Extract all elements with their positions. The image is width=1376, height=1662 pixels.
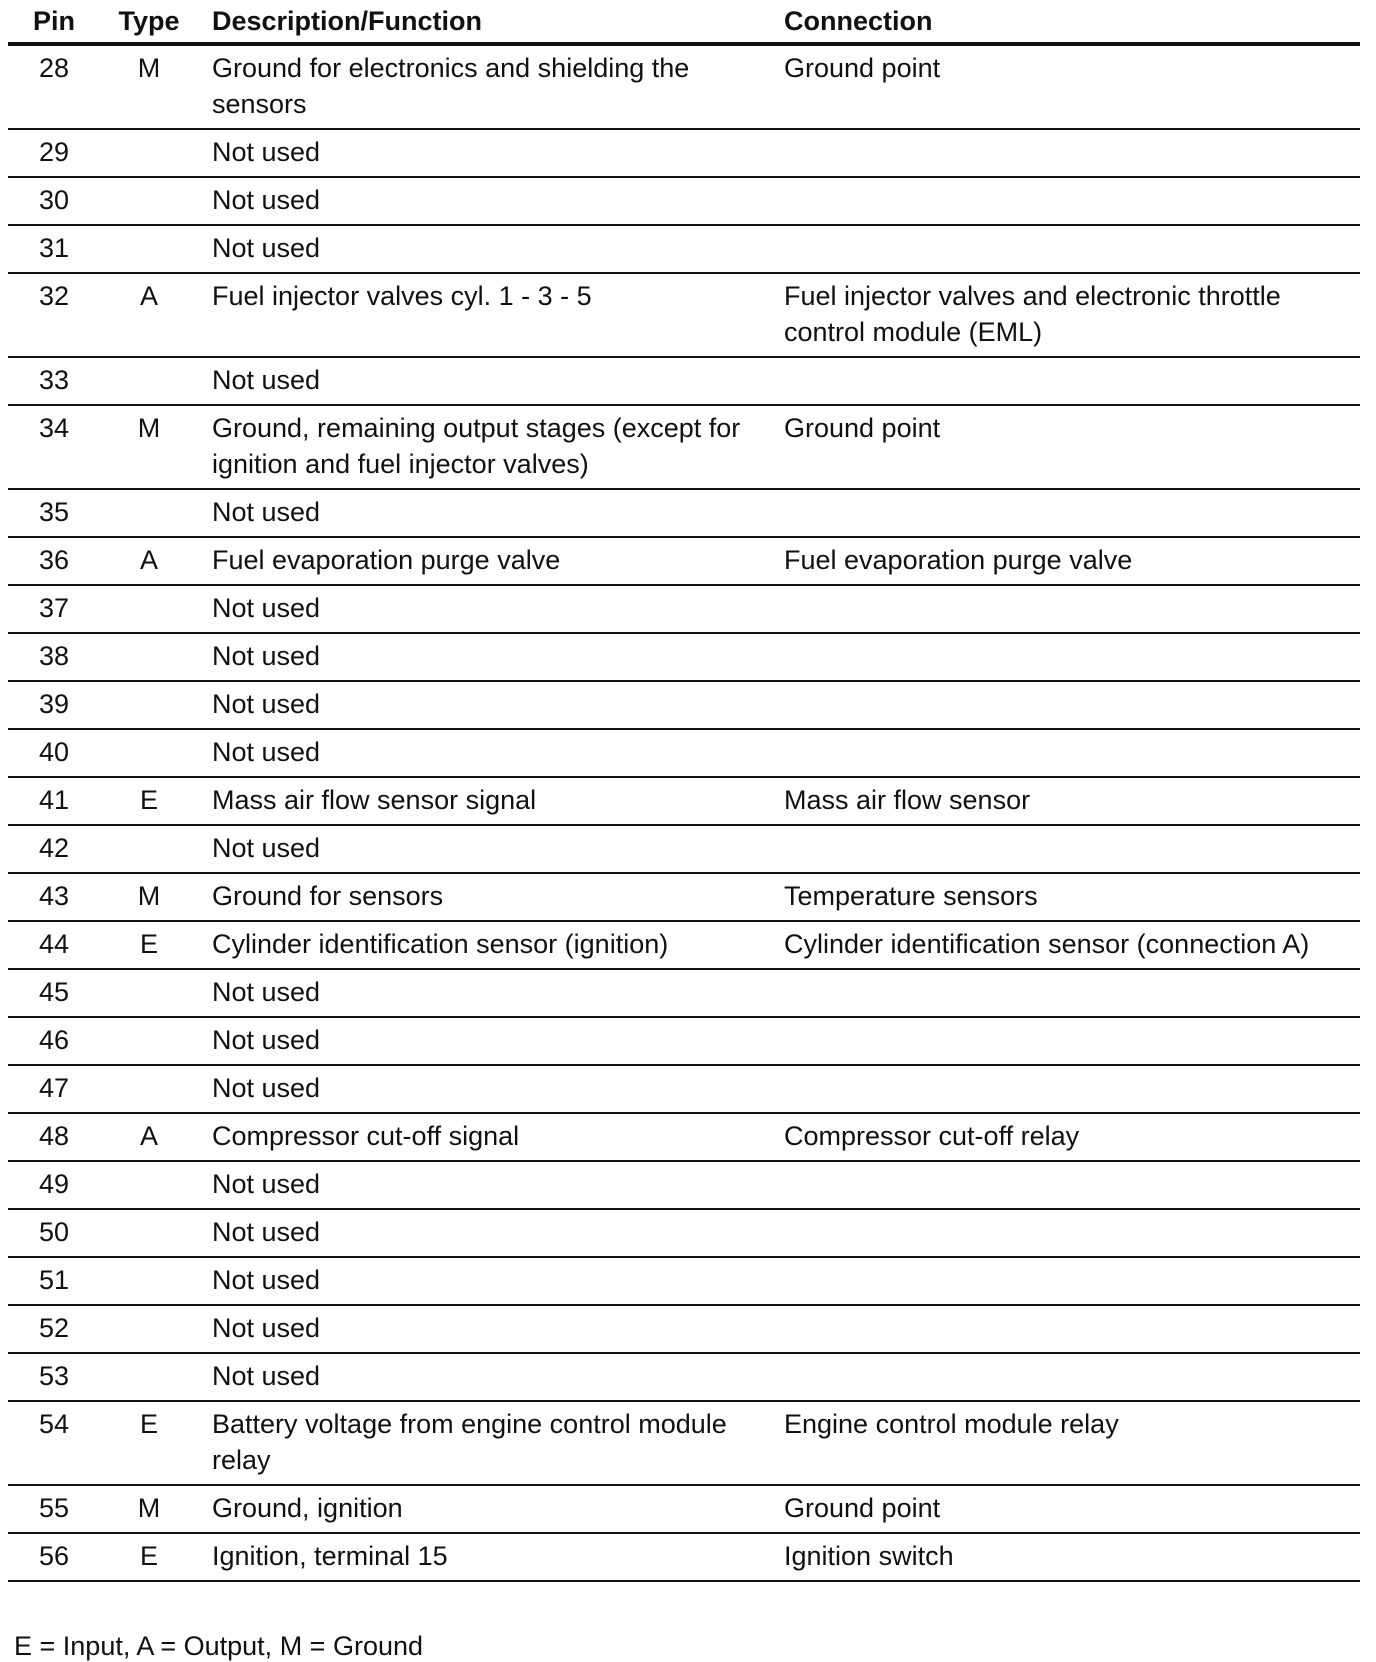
table-row [8, 729, 1360, 777]
connection-cell [774, 1305, 1360, 1353]
type-cell [100, 177, 198, 225]
connection-cell: Ignition switch [774, 1533, 1360, 1581]
connection-cell: Mass air flow sensor [774, 777, 1360, 825]
connection-cell: Ground point [774, 44, 1360, 129]
connection-cell [774, 585, 1360, 633]
description-cell: Not used [198, 1257, 774, 1305]
pin-cell: 33 [8, 357, 100, 405]
pin-cell: 49 [8, 1161, 100, 1209]
connection-cell [774, 633, 1360, 681]
table-row [8, 585, 1360, 633]
table-row [8, 129, 1360, 177]
type-cell [100, 1257, 198, 1305]
header-pin: Pin [8, 0, 100, 44]
table-row [8, 273, 1360, 357]
pin-cell: 53 [8, 1353, 100, 1401]
table-row [8, 357, 1360, 405]
table-row [8, 1401, 1360, 1485]
description-cell: Not used [198, 585, 774, 633]
connection-cell [774, 1161, 1360, 1209]
pin-cell: 28 [8, 44, 100, 129]
type-cell [100, 969, 198, 1017]
pin-cell: 52 [8, 1305, 100, 1353]
type-cell [100, 1065, 198, 1113]
description-cell: Not used [198, 225, 774, 273]
pin-cell: 35 [8, 489, 100, 537]
type-cell [100, 489, 198, 537]
header-description: Description/Function [198, 0, 774, 44]
description-cell: Not used [198, 1209, 774, 1257]
description-cell: Cylinder identification sensor (ignition) [198, 921, 774, 969]
type-cell: E [100, 921, 198, 969]
pin-cell: 42 [8, 825, 100, 873]
type-cell: A [100, 537, 198, 585]
table-row [8, 537, 1360, 585]
connection-cell: Fuel injector valves and electronic throttle control module (EML) [774, 273, 1360, 357]
table-row [8, 225, 1360, 273]
header-connection: Connection [774, 0, 1360, 44]
description-cell: Not used [198, 1065, 774, 1113]
description-cell: Not used [198, 177, 774, 225]
type-cell [100, 225, 198, 273]
connection-cell [774, 225, 1360, 273]
table-row [8, 177, 1360, 225]
pin-cell: 30 [8, 177, 100, 225]
type-cell [100, 729, 198, 777]
pin-cell: 56 [8, 1533, 100, 1581]
table-row [8, 633, 1360, 681]
type-cell [100, 681, 198, 729]
type-cell: M [100, 873, 198, 921]
description-cell: Not used [198, 633, 774, 681]
connection-cell: Temperature sensors [774, 873, 1360, 921]
table-row [8, 1353, 1360, 1401]
pin-cell: 32 [8, 273, 100, 357]
pin-cell: 50 [8, 1209, 100, 1257]
description-cell: Not used [198, 969, 774, 1017]
type-cell [100, 1209, 198, 1257]
type-cell: E [100, 1533, 198, 1581]
table-row [8, 921, 1360, 969]
pin-cell: 38 [8, 633, 100, 681]
pin-cell: 41 [8, 777, 100, 825]
connection-cell [774, 129, 1360, 177]
connection-cell [774, 1353, 1360, 1401]
type-cell [100, 633, 198, 681]
pin-cell: 48 [8, 1113, 100, 1161]
connection-cell [774, 825, 1360, 873]
type-cell: M [100, 1485, 198, 1533]
type-cell: M [100, 405, 198, 489]
table-row [8, 681, 1360, 729]
type-cell: M [100, 44, 198, 129]
pin-cell: 43 [8, 873, 100, 921]
table-row [8, 1209, 1360, 1257]
connection-cell: Compressor cut-off relay [774, 1113, 1360, 1161]
type-cell: E [100, 1401, 198, 1485]
pin-cell: 44 [8, 921, 100, 969]
header-row [8, 0, 1360, 44]
description-cell: Battery voltage from engine control module relay [198, 1401, 774, 1485]
table-row [8, 1065, 1360, 1113]
pin-cell: 46 [8, 1017, 100, 1065]
connection-cell: Ground point [774, 405, 1360, 489]
description-cell: Not used [198, 681, 774, 729]
pin-cell: 29 [8, 129, 100, 177]
pin-cell: 47 [8, 1065, 100, 1113]
pin-assignment-table [8, 0, 1360, 1582]
connection-cell: Fuel evaporation purge valve [774, 537, 1360, 585]
description-cell: Compressor cut-off signal [198, 1113, 774, 1161]
type-legend: E = Input, A = Output, M = Ground [14, 1631, 424, 1661]
connection-cell [774, 1017, 1360, 1065]
description-cell: Not used [198, 1305, 774, 1353]
connection-cell [774, 729, 1360, 777]
table-row [8, 1305, 1360, 1353]
pin-cell: 36 [8, 537, 100, 585]
pin-cell: 51 [8, 1257, 100, 1305]
description-cell: Fuel evaporation purge valve [198, 537, 774, 585]
table-body [8, 44, 1360, 1581]
type-cell [100, 357, 198, 405]
table-row [8, 825, 1360, 873]
type-cell [100, 1161, 198, 1209]
table-row [8, 969, 1360, 1017]
table-row [8, 1485, 1360, 1533]
table-row [8, 44, 1360, 129]
table-row [8, 777, 1360, 825]
description-cell: Not used [198, 1161, 774, 1209]
connection-cell [774, 177, 1360, 225]
pin-cell: 34 [8, 405, 100, 489]
connection-cell [774, 1257, 1360, 1305]
pin-cell: 31 [8, 225, 100, 273]
connection-cell: Ground point [774, 1485, 1360, 1533]
table-row [8, 1533, 1360, 1581]
description-cell: Not used [198, 825, 774, 873]
type-cell [100, 1305, 198, 1353]
description-cell: Mass air flow sensor signal [198, 777, 774, 825]
type-cell [100, 1017, 198, 1065]
pin-cell: 37 [8, 585, 100, 633]
type-cell [100, 1353, 198, 1401]
description-cell: Ground, ignition [198, 1485, 774, 1533]
description-cell: Not used [198, 129, 774, 177]
description-cell: Ignition, terminal 15 [198, 1533, 774, 1581]
description-cell: Not used [198, 1353, 774, 1401]
description-cell: Not used [198, 1017, 774, 1065]
type-cell: A [100, 1113, 198, 1161]
connection-cell [774, 681, 1360, 729]
pin-cell: 40 [8, 729, 100, 777]
pin-cell: 55 [8, 1485, 100, 1533]
pin-cell: 54 [8, 1401, 100, 1485]
connection-cell [774, 1065, 1360, 1113]
description-cell: Ground for sensors [198, 873, 774, 921]
table-row [8, 1113, 1360, 1161]
connection-cell [774, 489, 1360, 537]
description-cell: Not used [198, 357, 774, 405]
table-row [8, 1257, 1360, 1305]
connection-cell: Engine control module relay [774, 1401, 1360, 1485]
type-cell [100, 585, 198, 633]
table-row [8, 1017, 1360, 1065]
table-row [8, 405, 1360, 489]
description-cell: Not used [198, 729, 774, 777]
description-cell: Not used [198, 489, 774, 537]
connection-cell [774, 1209, 1360, 1257]
type-cell [100, 129, 198, 177]
type-cell: A [100, 273, 198, 357]
description-cell: Fuel injector valves cyl. 1 - 3 - 5 [198, 273, 774, 357]
table-row [8, 1161, 1360, 1209]
description-cell: Ground for electronics and shielding the sensors [198, 44, 774, 129]
table-row [8, 489, 1360, 537]
type-cell [100, 825, 198, 873]
pin-cell: 45 [8, 969, 100, 1017]
table-header [8, 0, 1360, 44]
header-type: Type [100, 0, 198, 44]
connection-cell: Cylinder identification sensor (connection A) [774, 921, 1360, 969]
description-cell: Ground, remaining output stages (except for ignition and fuel injector valves) [198, 405, 774, 489]
pin-cell: 39 [8, 681, 100, 729]
connection-cell [774, 969, 1360, 1017]
connection-cell [774, 357, 1360, 405]
type-cell: E [100, 777, 198, 825]
table-row [8, 873, 1360, 921]
